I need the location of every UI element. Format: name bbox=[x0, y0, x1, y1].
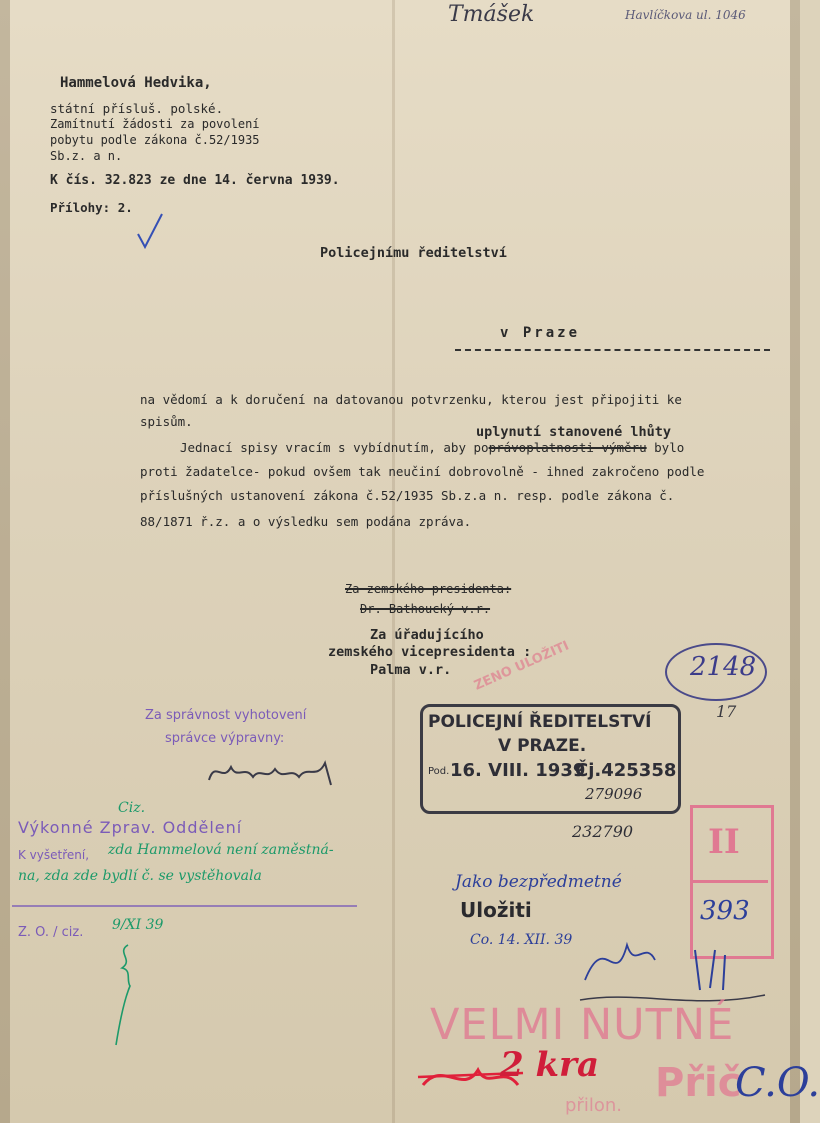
page-mark: 17 bbox=[716, 702, 737, 721]
page-fold bbox=[392, 0, 395, 1123]
attachments-line: Přílohy: 2. bbox=[50, 200, 133, 215]
body-line-5: příslušných ustanovení zákona č.52/1935 Sb.z.a n. resp. podle zákona č. bbox=[140, 488, 675, 503]
signature-line-1: Za úřadujícího bbox=[370, 627, 484, 643]
signature-line-3: Palma v.r. bbox=[370, 662, 452, 678]
struck-signature-1: Za zemského presidenta: bbox=[345, 582, 512, 596]
co-hand: C.O. bbox=[735, 1060, 820, 1106]
pink-box-divider bbox=[690, 880, 768, 883]
signature-line-2: zemského vicepresidenta : bbox=[328, 644, 532, 660]
department-hand: Ciz. bbox=[118, 800, 146, 816]
zo-label: Z. O. / ciz. bbox=[18, 925, 84, 940]
body-line-3-start: Jednací spisy vracím s vybídnutím, aby po bbox=[180, 440, 489, 455]
recipient-office: Policejnímu ředitelství bbox=[320, 245, 507, 261]
struck-signature-2: Dr. Bathoucký v.r. bbox=[360, 602, 491, 616]
urgent-stamp: VELMI NUTNÉ bbox=[430, 1000, 735, 1050]
police-stamp-line-1: POLICEJNÍ ŘEDITELSTVÍ bbox=[428, 712, 652, 732]
top-annotation-name: Tmášek bbox=[448, 2, 535, 27]
subject-line-2: pobytu podle zákona č.52/1935 bbox=[50, 133, 260, 147]
investigation-prefix: K vyšetření, bbox=[18, 848, 90, 862]
right-edge-shadow bbox=[790, 0, 800, 1123]
body-line-1: na vědomí a k doručení na datovanou potvrzenku, kterou jest připojiti ke bbox=[140, 392, 682, 407]
circled-number: 2148 bbox=[690, 652, 757, 682]
investigation-hand-1: zda Hammelová není zaměstná- bbox=[108, 842, 334, 858]
department-stamp: Výkonné Zprav. Oddělení bbox=[18, 818, 243, 837]
investigation-hand-2: na, zda zde bydlí č. se vystěhovala bbox=[18, 868, 262, 884]
left-edge-shadow bbox=[0, 0, 10, 1123]
police-stamp-date: 16. VIII. 1939 bbox=[450, 760, 586, 781]
subject-line-1: Zamítnutí žádosti za povolení bbox=[50, 117, 260, 131]
addressee-name: Hammelová Hedvika, bbox=[60, 75, 212, 91]
green-initials-icon bbox=[108, 940, 148, 1050]
recipient-city: v Praze bbox=[500, 325, 581, 341]
note-date: Co. 14. XII. 39 bbox=[470, 932, 573, 948]
police-stamp-date-prefix: Pod. bbox=[428, 766, 450, 777]
box-number: 393 bbox=[700, 896, 750, 926]
checkmark-icon bbox=[135, 212, 165, 252]
zo-hand: 9/XI 39 bbox=[112, 917, 164, 933]
correctness-stamp-line-1: Za správnost vyhotovení bbox=[145, 708, 307, 723]
police-stamp-line-2: V PRAZE. bbox=[498, 736, 587, 756]
store-stamp: Uložiti bbox=[460, 898, 532, 922]
body-line-3-end: bylo bbox=[654, 440, 685, 455]
faded-red-stamp: ZENO ULOŽITI bbox=[472, 638, 572, 694]
body-line-3 bbox=[180, 440, 684, 455]
police-stamp-ref: Čj.425358 bbox=[575, 760, 677, 781]
department-divider bbox=[12, 905, 357, 907]
subject-line-3: Sb.z. a n. bbox=[50, 149, 123, 163]
body-line-3-struck: právoplatnosti výměru bbox=[488, 440, 647, 455]
note-hand: Jako bezpředmetné bbox=[455, 872, 622, 892]
box-numeral: II bbox=[708, 822, 740, 862]
correctness-stamp-line-2: správce výpravny: bbox=[165, 731, 285, 746]
city-underline bbox=[455, 349, 770, 351]
nationality-line: státní přísluš. polské. bbox=[50, 101, 224, 116]
bottom-faded-stamp: přilon. bbox=[565, 1095, 622, 1116]
body-line-6: 88/1871 ř.z. a o výsledku sem podána zpráva. bbox=[140, 514, 472, 529]
body-line-4: proti žadatelce- pokud ovšem tak neučiní dobrovolně - ihned zakročeno podle bbox=[140, 464, 705, 479]
police-stamp-hand-ref: 279096 bbox=[585, 785, 643, 803]
hand-number: 232790 bbox=[572, 822, 634, 841]
body-insertion: uplynutí stanovené lhůty bbox=[476, 424, 672, 440]
body-line-2: spisům. bbox=[140, 414, 193, 429]
red-hand-text: 2 kra bbox=[500, 1045, 599, 1085]
pink-bottom-stamp: Přič bbox=[655, 1060, 742, 1106]
top-annotation-address: Havlíčkova ul. 1046 bbox=[625, 8, 746, 22]
clerk-signature-icon bbox=[205, 755, 345, 790]
reference-number: K čís. 32.823 ze dne 14. června 1939. bbox=[50, 173, 340, 188]
